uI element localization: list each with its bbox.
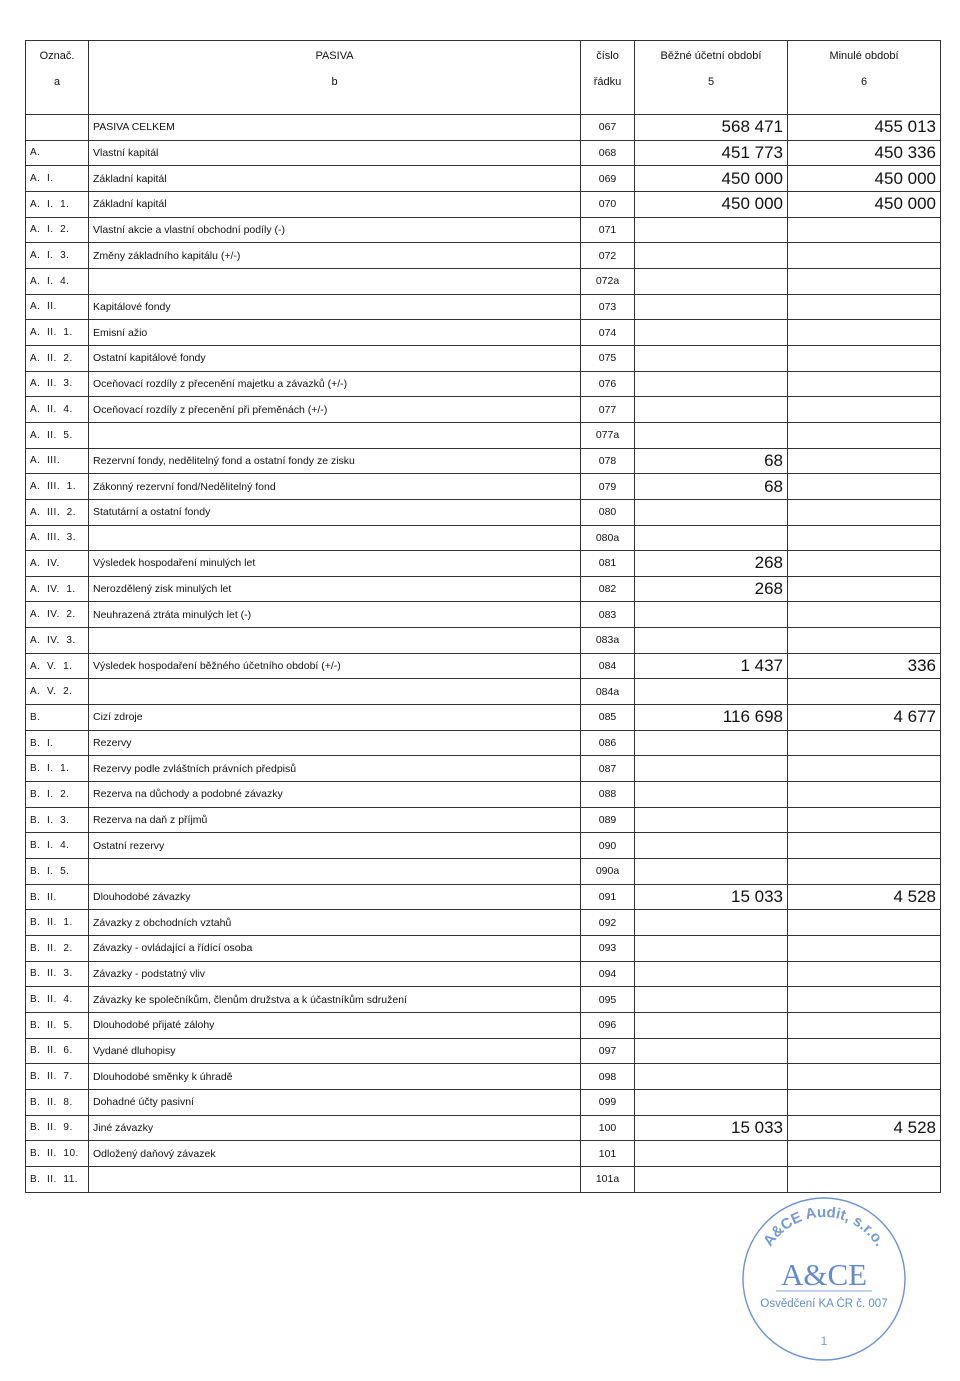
- row-number: 086: [581, 730, 635, 756]
- row-label: Zákonný rezervní fond/Nedělitelný fond: [89, 474, 581, 500]
- current-period-value: [635, 782, 788, 808]
- current-period-value: [635, 294, 788, 320]
- table-row: [26, 987, 941, 1013]
- previous-period-value: 336: [788, 653, 941, 679]
- previous-period-value: [788, 371, 941, 397]
- table-row: [26, 807, 941, 833]
- header-row-number: číslo řádku: [581, 41, 635, 115]
- row-number: 076: [581, 371, 635, 397]
- table-row: [26, 320, 941, 346]
- previous-period-value: [788, 936, 941, 962]
- auditor-stamp: [740, 1195, 908, 1363]
- row-number: 080a: [581, 525, 635, 551]
- table-row: [26, 397, 941, 423]
- row-number: 094: [581, 961, 635, 987]
- table-row: [26, 525, 941, 551]
- previous-period-value: [788, 1089, 941, 1115]
- current-period-value: 68: [635, 474, 788, 500]
- table-row: [26, 1141, 941, 1167]
- row-designation: B. II. 10.: [26, 1141, 89, 1167]
- current-period-value: [635, 1166, 788, 1192]
- current-period-value: [635, 833, 788, 859]
- table-row: [26, 576, 941, 602]
- previous-period-value: 4 528: [788, 884, 941, 910]
- row-label: Dlouhodobé závazky: [89, 884, 581, 910]
- row-label: Statutární a ostatní fondy: [89, 499, 581, 525]
- table-row: [26, 474, 941, 500]
- row-number: 097: [581, 1038, 635, 1064]
- row-number: 072a: [581, 268, 635, 294]
- row-number: 090: [581, 833, 635, 859]
- current-period-value: [635, 1064, 788, 1090]
- row-label: Oceňovací rozdíly z přecenění při přeměnách (+/-): [89, 397, 581, 423]
- previous-period-value: [788, 628, 941, 654]
- row-label: Oceňovací rozdíly z přecenění majetku a závazků (+/-): [89, 371, 581, 397]
- row-number: 077: [581, 397, 635, 423]
- current-period-value: [635, 987, 788, 1013]
- current-period-value: 450 000: [635, 166, 788, 192]
- row-number: 078: [581, 448, 635, 474]
- table-row: [26, 679, 941, 705]
- table-row: [26, 833, 941, 859]
- previous-period-value: 4 677: [788, 705, 941, 731]
- table-row: [26, 705, 941, 731]
- header-previous-period: Minulé období 6: [788, 41, 941, 115]
- row-label: Závazky - podstatný vliv: [89, 961, 581, 987]
- table-row: [26, 1064, 941, 1090]
- row-designation: A. IV. 3.: [26, 628, 89, 654]
- row-number: 084: [581, 653, 635, 679]
- table-header-row: [26, 41, 941, 115]
- current-period-value: [635, 217, 788, 243]
- row-designation: A. I.: [26, 166, 89, 192]
- current-period-value: [635, 371, 788, 397]
- row-number: 087: [581, 756, 635, 782]
- row-label: Nerozdělený zisk minulých let: [89, 576, 581, 602]
- current-period-value: [635, 936, 788, 962]
- previous-period-value: [788, 756, 941, 782]
- header-designation: Označ. a: [26, 41, 89, 115]
- row-number: 072: [581, 243, 635, 269]
- table-row: [26, 1115, 941, 1141]
- row-number: 096: [581, 1012, 635, 1038]
- previous-period-value: [788, 474, 941, 500]
- current-period-value: 450 000: [635, 191, 788, 217]
- row-designation: A. III. 2.: [26, 499, 89, 525]
- row-label: [89, 1166, 581, 1192]
- row-designation: A. II.: [26, 294, 89, 320]
- table-row: [26, 730, 941, 756]
- row-label: Rezervy: [89, 730, 581, 756]
- table-row: [26, 243, 941, 269]
- table-row: [26, 294, 941, 320]
- current-period-value: [635, 243, 788, 269]
- current-period-value: [635, 679, 788, 705]
- row-designation: B. I. 2.: [26, 782, 89, 808]
- table-row: [26, 345, 941, 371]
- row-number: 068: [581, 140, 635, 166]
- row-number: 074: [581, 320, 635, 346]
- row-label: Ostatní rezervy: [89, 833, 581, 859]
- table-row: [26, 217, 941, 243]
- header-liabilities: PASIVA b: [89, 41, 581, 115]
- row-number: 067: [581, 115, 635, 141]
- table-row: [26, 115, 941, 141]
- previous-period-value: [788, 448, 941, 474]
- table-row: [26, 884, 941, 910]
- table-row: [26, 602, 941, 628]
- previous-period-value: [788, 807, 941, 833]
- row-designation: A. V. 2.: [26, 679, 89, 705]
- previous-period-value: [788, 345, 941, 371]
- row-designation: A. II. 2.: [26, 345, 89, 371]
- row-designation: B. II. 11.: [26, 1166, 89, 1192]
- previous-period-value: [788, 320, 941, 346]
- row-number: 073: [581, 294, 635, 320]
- previous-period-value: [788, 833, 941, 859]
- row-number: 092: [581, 910, 635, 936]
- row-label: Vlastní kapitál: [89, 140, 581, 166]
- row-label: Rezervní fondy, nedělitelný fond a ostatní fondy ze zisku: [89, 448, 581, 474]
- row-label: Jiné závazky: [89, 1115, 581, 1141]
- current-period-value: [635, 1038, 788, 1064]
- row-label: Vlastní akcie a vlastní obchodní podíly (-): [89, 217, 581, 243]
- row-label: [89, 268, 581, 294]
- row-number: 081: [581, 551, 635, 577]
- row-number: 077a: [581, 422, 635, 448]
- row-number: 082: [581, 576, 635, 602]
- table-row: [26, 756, 941, 782]
- row-designation: A. III.: [26, 448, 89, 474]
- current-period-value: [635, 961, 788, 987]
- row-designation: B. II. 8.: [26, 1089, 89, 1115]
- row-label: [89, 525, 581, 551]
- previous-period-value: [788, 1038, 941, 1064]
- row-designation: A. I. 2.: [26, 217, 89, 243]
- table-row: [26, 499, 941, 525]
- current-period-value: 451 773: [635, 140, 788, 166]
- table-body: [26, 115, 941, 1193]
- row-designation: B. I. 1.: [26, 756, 89, 782]
- previous-period-value: [788, 730, 941, 756]
- row-designation: B. II. 2.: [26, 936, 89, 962]
- stamp-company-name: A&CE Audit, s.r.o.: [759, 1203, 889, 1250]
- row-designation: B. II. 7.: [26, 1064, 89, 1090]
- previous-period-value: [788, 294, 941, 320]
- row-number: 089: [581, 807, 635, 833]
- row-number: 093: [581, 936, 635, 962]
- previous-period-value: [788, 679, 941, 705]
- current-period-value: [635, 859, 788, 885]
- row-number: 083a: [581, 628, 635, 654]
- table-row: [26, 191, 941, 217]
- current-period-value: [635, 1089, 788, 1115]
- previous-period-value: [788, 397, 941, 423]
- current-period-value: [635, 1012, 788, 1038]
- current-period-value: [635, 345, 788, 371]
- previous-period-value: [788, 499, 941, 525]
- row-number: 088: [581, 782, 635, 808]
- current-period-value: 15 033: [635, 1115, 788, 1141]
- row-label: PASIVA CELKEM: [89, 115, 581, 141]
- row-number: 099: [581, 1089, 635, 1115]
- row-designation: A. V. 1.: [26, 653, 89, 679]
- row-label: Základní kapitál: [89, 166, 581, 192]
- row-designation: B. I. 3.: [26, 807, 89, 833]
- row-designation: A. IV.: [26, 551, 89, 577]
- table-row: [26, 1166, 941, 1192]
- row-label: Závazky z obchodních vztahů: [89, 910, 581, 936]
- previous-period-value: [788, 217, 941, 243]
- previous-period-value: [788, 987, 941, 1013]
- row-designation: B. II. 5.: [26, 1012, 89, 1038]
- previous-period-value: 450 336: [788, 140, 941, 166]
- table-row: [26, 961, 941, 987]
- current-period-value: [635, 807, 788, 833]
- row-designation: B. II. 9.: [26, 1115, 89, 1141]
- previous-period-value: [788, 1141, 941, 1167]
- row-number: 100: [581, 1115, 635, 1141]
- previous-period-value: 455 013: [788, 115, 941, 141]
- current-period-value: [635, 730, 788, 756]
- row-designation: A.: [26, 140, 89, 166]
- row-label: Emisní ažio: [89, 320, 581, 346]
- row-number: 071: [581, 217, 635, 243]
- row-label: Rezerva na daň z příjmů: [89, 807, 581, 833]
- current-period-value: 15 033: [635, 884, 788, 910]
- previous-period-value: [788, 525, 941, 551]
- previous-period-value: 450 000: [788, 166, 941, 192]
- table-row: [26, 1038, 941, 1064]
- table-row: [26, 653, 941, 679]
- row-designation: A. II. 4.: [26, 397, 89, 423]
- current-period-value: 116 698: [635, 705, 788, 731]
- row-number: 095: [581, 987, 635, 1013]
- current-period-value: [635, 397, 788, 423]
- previous-period-value: [788, 551, 941, 577]
- current-period-value: 68: [635, 448, 788, 474]
- row-designation: A. III. 1.: [26, 474, 89, 500]
- row-label: Dohadné účty pasivní: [89, 1089, 581, 1115]
- table-row: [26, 936, 941, 962]
- row-designation: A. II. 1.: [26, 320, 89, 346]
- row-designation: A. II. 5.: [26, 422, 89, 448]
- row-number: 098: [581, 1064, 635, 1090]
- current-period-value: [635, 320, 788, 346]
- stamp-number: 1: [820, 1334, 828, 1348]
- row-designation: B. II. 6.: [26, 1038, 89, 1064]
- row-number: 090a: [581, 859, 635, 885]
- row-designation: A. I. 4.: [26, 268, 89, 294]
- row-label: Odložený daňový závazek: [89, 1141, 581, 1167]
- row-designation: B. I. 5.: [26, 859, 89, 885]
- previous-period-value: 4 528: [788, 1115, 941, 1141]
- row-number: 069: [581, 166, 635, 192]
- row-designation: [26, 115, 89, 141]
- row-designation: B. II. 4.: [26, 987, 89, 1013]
- current-period-value: [635, 602, 788, 628]
- current-period-value: 568 471: [635, 115, 788, 141]
- row-label: Cizí zdroje: [89, 705, 581, 731]
- row-designation: A. IV. 2.: [26, 602, 89, 628]
- row-label: Neuhrazená ztráta minulých let (-): [89, 602, 581, 628]
- row-label: [89, 859, 581, 885]
- row-number: 080: [581, 499, 635, 525]
- row-designation: B.: [26, 705, 89, 731]
- row-number: 101: [581, 1141, 635, 1167]
- row-number: 091: [581, 884, 635, 910]
- row-label: Výsledek hospodaření minulých let: [89, 551, 581, 577]
- table-row: [26, 628, 941, 654]
- previous-period-value: [788, 1064, 941, 1090]
- current-period-value: [635, 756, 788, 782]
- table-row: [26, 859, 941, 885]
- previous-period-value: 450 000: [788, 191, 941, 217]
- row-label: Kapitálové fondy: [89, 294, 581, 320]
- row-designation: B. I. 4.: [26, 833, 89, 859]
- row-number: 084a: [581, 679, 635, 705]
- table-row: [26, 140, 941, 166]
- previous-period-value: [788, 243, 941, 269]
- row-label: Základní kapitál: [89, 191, 581, 217]
- table-row: [26, 782, 941, 808]
- row-number: 101a: [581, 1166, 635, 1192]
- row-number: 085: [581, 705, 635, 731]
- current-period-value: 268: [635, 576, 788, 602]
- row-label: [89, 422, 581, 448]
- table-row: [26, 166, 941, 192]
- row-designation: A. II. 3.: [26, 371, 89, 397]
- row-label: Dlouhodobé směnky k úhradě: [89, 1064, 581, 1090]
- row-label: Rezerva na důchody a podobné závazky: [89, 782, 581, 808]
- row-label: Závazky - ovládající a řídící osoba: [89, 936, 581, 962]
- row-label: [89, 679, 581, 705]
- row-designation: B. I.: [26, 730, 89, 756]
- stamp-logo: A&CE: [780, 1257, 868, 1292]
- current-period-value: [635, 1141, 788, 1167]
- current-period-value: [635, 628, 788, 654]
- row-designation: A. I. 3.: [26, 243, 89, 269]
- row-designation: A. IV. 1.: [26, 576, 89, 602]
- row-label: Změny základního kapitálu (+/-): [89, 243, 581, 269]
- row-label: Dlouhodobé přijaté zálohy: [89, 1012, 581, 1038]
- previous-period-value: [788, 602, 941, 628]
- row-label: Vydané dluhopisy: [89, 1038, 581, 1064]
- row-designation: A. III. 3.: [26, 525, 89, 551]
- row-number: 070: [581, 191, 635, 217]
- previous-period-value: [788, 859, 941, 885]
- row-number: 075: [581, 345, 635, 371]
- table-row: [26, 268, 941, 294]
- row-designation: B. II. 1.: [26, 910, 89, 936]
- current-period-value: [635, 525, 788, 551]
- table-row: [26, 910, 941, 936]
- row-designation: A. I. 1.: [26, 191, 89, 217]
- table-row: [26, 422, 941, 448]
- previous-period-value: [788, 782, 941, 808]
- table-row: [26, 1012, 941, 1038]
- table-row: [26, 371, 941, 397]
- previous-period-value: [788, 1166, 941, 1192]
- current-period-value: [635, 499, 788, 525]
- row-label: [89, 628, 581, 654]
- current-period-value: [635, 268, 788, 294]
- previous-period-value: [788, 576, 941, 602]
- previous-period-value: [788, 422, 941, 448]
- row-number: 079: [581, 474, 635, 500]
- row-label: Závazky ke společníkům, členům družstva a k účastníkům sdružení: [89, 987, 581, 1013]
- current-period-value: 1 437: [635, 653, 788, 679]
- table-row: [26, 551, 941, 577]
- header-current-period: Běžné účetní období 5: [635, 41, 788, 115]
- previous-period-value: [788, 1012, 941, 1038]
- current-period-value: [635, 910, 788, 936]
- row-label: Ostatní kapitálové fondy: [89, 345, 581, 371]
- balance-sheet-liabilities-table: [25, 40, 941, 1193]
- table-row: [26, 448, 941, 474]
- current-period-value: [635, 422, 788, 448]
- stamp-certificate: Osvědčení KA ČR č. 007: [760, 1298, 888, 1310]
- current-period-value: 268: [635, 551, 788, 577]
- row-designation: B. II.: [26, 884, 89, 910]
- row-number: 083: [581, 602, 635, 628]
- table-row: [26, 1089, 941, 1115]
- row-designation: B. II. 3.: [26, 961, 89, 987]
- previous-period-value: [788, 268, 941, 294]
- previous-period-value: [788, 961, 941, 987]
- previous-period-value: [788, 910, 941, 936]
- row-label: Výsledek hospodaření běžného účetního období (+/-): [89, 653, 581, 679]
- row-label: Rezervy podle zvláštních právních předpisů: [89, 756, 581, 782]
